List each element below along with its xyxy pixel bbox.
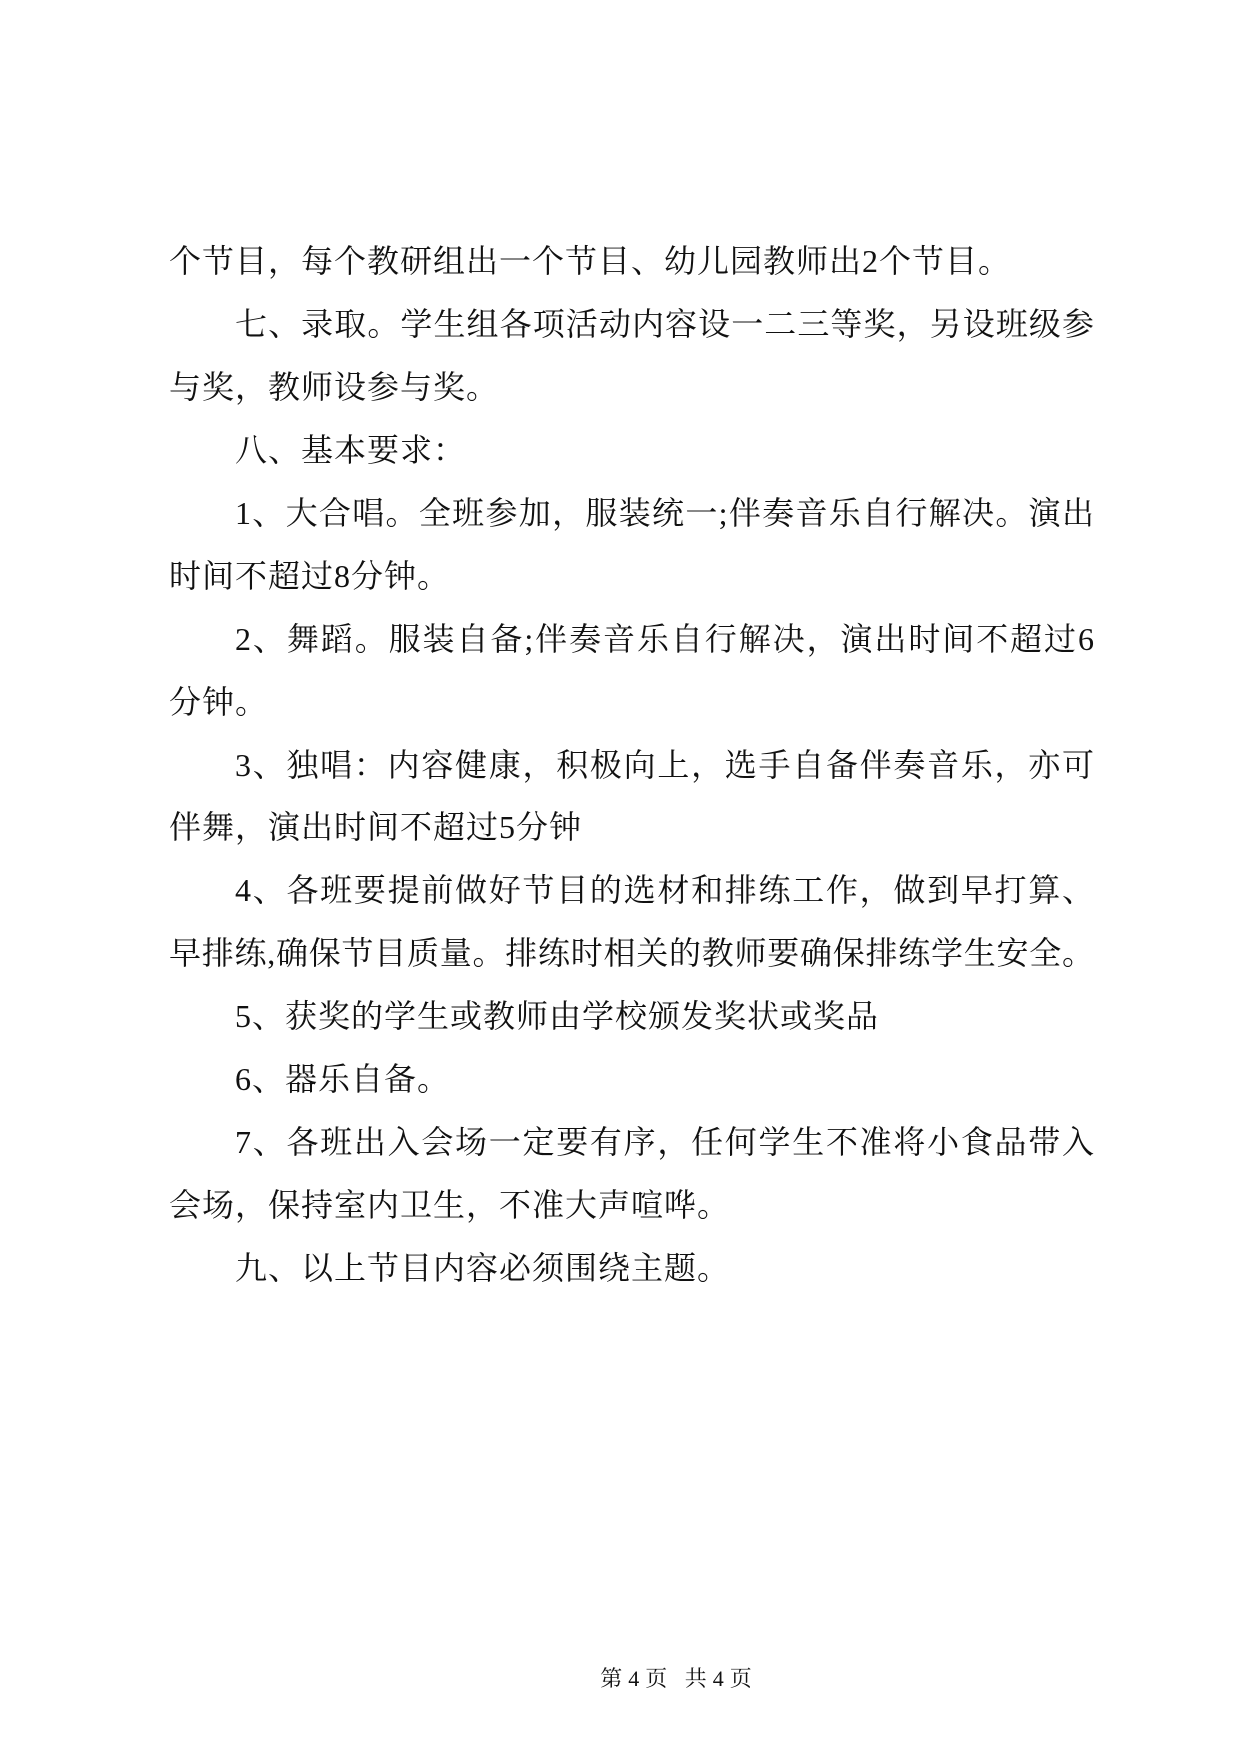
text-line: 与奖，教师设参与奖。 <box>169 368 500 405</box>
text-line: 早排练,确保节目质量。排练时相关的教师要确保排练学生安全。 <box>169 935 1094 972</box>
requirement-7-venue-order <box>169 1111 1094 1237</box>
text-line: 1、大合唱。全班参加，服装统一;伴奏音乐自行解决。演出 <box>235 494 1094 531</box>
text-line: 7、各班出入会场一定要有序，任何学生不准将小食品带入 <box>235 1124 1094 1161</box>
text-line: 个节目，每个教研组出一个节目、幼儿园教师出2个节目。 <box>169 243 1012 279</box>
text-line: 伴舞，演出时间不超过5分钟 <box>169 809 583 846</box>
section-nine-theme <box>169 1237 1094 1300</box>
text-line: 八、基本要求： <box>235 431 467 468</box>
text-line: 会场，保持室内卫生，不准大声喧哗。 <box>169 1187 731 1224</box>
section-seven-admission <box>169 293 1094 419</box>
section-eight-heading <box>169 419 1094 482</box>
page-footer <box>456 1634 856 1691</box>
text-line: 分钟。 <box>169 683 269 720</box>
text-line: 5、获奖的学生或教师由学校颁发奖状或奖品 <box>235 998 880 1035</box>
text-line: 2、舞蹈。服装自备;伴奏音乐自行解决，演出时间不超过6 <box>235 620 1094 657</box>
requirement-6-instruments <box>169 1048 1094 1111</box>
body-text <box>169 230 1094 1300</box>
text-line: 时间不超过8分钟。 <box>169 557 451 594</box>
page-number-label: 第4页 共4页 <box>600 1666 758 1691</box>
requirement-2-dance <box>169 608 1094 734</box>
text-line: 6、器乐自备。 <box>235 1061 451 1098</box>
requirement-3-solo <box>169 734 1094 860</box>
text-line: 4、各班要提前做好节目的选材和排练工作，做到早打算、 <box>235 872 1094 909</box>
paragraph-continuation <box>169 230 1094 293</box>
text-line: 九、以上节目内容必须围绕主题。 <box>235 1250 731 1286</box>
requirement-4-rehearsal <box>169 859 1094 985</box>
text-line: 七、录取。学生组各项活动内容设一二三等奖，另设班级参 <box>235 305 1094 342</box>
requirement-5-awards <box>169 985 1094 1048</box>
requirement-1-chorus <box>169 482 1094 608</box>
text-line: 3、独唱：内容健康，积极向上，选手自备伴奏音乐，亦可 <box>235 746 1094 783</box>
